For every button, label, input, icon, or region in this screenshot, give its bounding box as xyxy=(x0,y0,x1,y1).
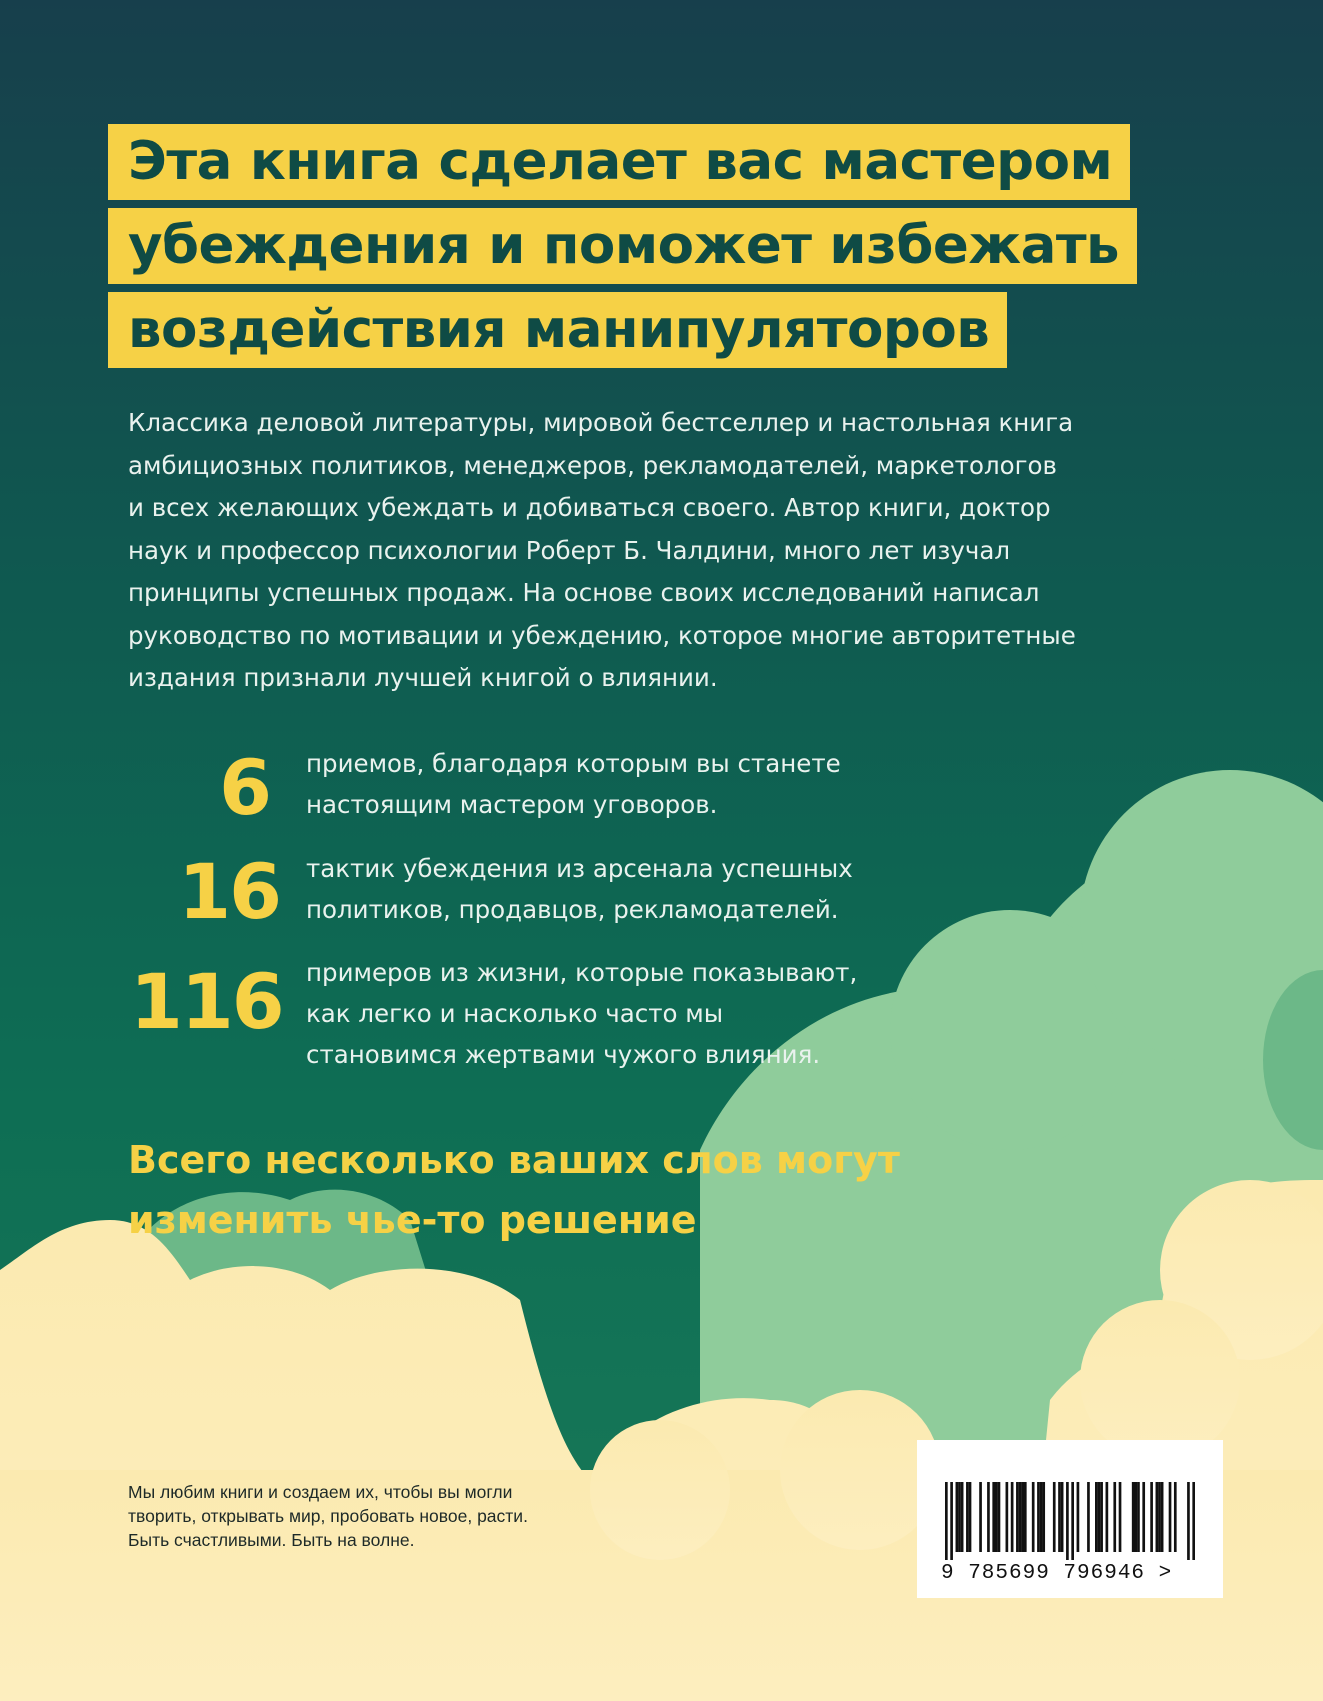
isbn-barcode xyxy=(917,1440,1223,1598)
barcode-bar xyxy=(1150,1482,1153,1552)
stat-text-line: как легко и насколько часто мы xyxy=(306,999,724,1028)
stat-text-16 xyxy=(306,848,853,930)
barcode-bar xyxy=(998,1482,1001,1552)
barcode-bar xyxy=(1071,1482,1074,1560)
barcode-bar xyxy=(969,1482,972,1552)
stat-text-line: примеров из жизни, которые показывают, xyxy=(306,958,858,987)
barcode-bar xyxy=(1042,1482,1045,1552)
description-line: Классика деловой литературы, мировой бестселлер и настольная книга xyxy=(128,408,1074,437)
barcode-bar xyxy=(1095,1482,1098,1552)
stat-text-line: политиков, продавцов, рекламодателей. xyxy=(306,895,839,924)
barcode-digits: 9 785699 796946 > xyxy=(941,1562,1173,1585)
barcode-bar xyxy=(956,1482,959,1552)
barcode-bar xyxy=(1169,1482,1172,1552)
barcode-bar xyxy=(966,1482,969,1552)
barcode-bar xyxy=(1032,1482,1035,1552)
barcode-bar xyxy=(1134,1482,1137,1552)
headline-line-1: Эта книга сделает вас мастером xyxy=(108,124,1130,200)
barcode-bar xyxy=(1192,1482,1195,1560)
description-line: и всех желающих убеждать и добиваться своего. Автор книги, доктор xyxy=(128,493,1051,522)
headline-line-3: воздействия манипуляторов xyxy=(108,292,1007,368)
barcode-bar xyxy=(1019,1482,1022,1552)
stat-text-line: тактик убеждения из арсенала успешных xyxy=(306,854,853,883)
barcode-bar xyxy=(1087,1482,1090,1552)
barcode-bar xyxy=(1156,1482,1159,1552)
stat-text-6 xyxy=(306,743,841,825)
barcode-bar xyxy=(1098,1482,1101,1552)
barcode-bars xyxy=(945,1482,1195,1560)
barcode-bar xyxy=(1077,1482,1080,1552)
barcode-bar xyxy=(1142,1482,1145,1552)
barcode-bar xyxy=(1174,1482,1177,1552)
tagline xyxy=(128,1130,900,1250)
barcode-bar xyxy=(1061,1482,1064,1552)
barcode-bar xyxy=(1158,1482,1161,1552)
barcode-bar xyxy=(1024,1482,1027,1552)
description-line: руководство по мотивации и убеждению, которое многие авторитетные xyxy=(128,620,1076,650)
barcode-bar xyxy=(995,1482,998,1552)
barcode-bar xyxy=(1053,1482,1056,1552)
barcode-bar xyxy=(950,1482,953,1560)
stat-text-line: приемов, благодаря которым вы станете xyxy=(306,749,841,778)
barcode-bar xyxy=(1011,1482,1014,1552)
publisher-note-line: Быть счастливыми. Быть на волне. xyxy=(128,1530,415,1550)
description-line: издания признали лучшей книгой о влиянии. xyxy=(128,663,718,692)
tagline-line: Всего несколько ваших слов могут xyxy=(128,1138,900,1182)
barcode-bar xyxy=(1137,1482,1140,1552)
publisher-note-line: Мы любим книги и создаем их, чтобы вы могли xyxy=(128,1482,513,1502)
barcode-bar xyxy=(945,1482,948,1560)
stat-text-116 xyxy=(306,952,857,1075)
description-line: принципы успешных продаж. На основе своих исследований написал xyxy=(128,578,1040,607)
stat-number-16: 16 xyxy=(178,847,280,936)
barcode-bar xyxy=(1021,1482,1024,1552)
stat-text-line: становимся жертвами чужого влияния. xyxy=(306,1040,821,1069)
barcode-bar xyxy=(1066,1482,1069,1560)
book-description xyxy=(128,402,1148,700)
barcode-bar xyxy=(1016,1482,1019,1552)
stat-text-line: настоящим мастером уговоров. xyxy=(306,790,718,819)
headline-line-2: убеждения и поможет избежать xyxy=(108,208,1137,284)
barcode-bar xyxy=(1100,1482,1103,1552)
barcode-bar xyxy=(958,1482,961,1552)
barcode-bar xyxy=(1113,1482,1116,1552)
description-line: наук и профессор психологии Роберт Б. Чалдини, много лет изучал xyxy=(128,535,1011,565)
description-line: амбициозных политиков, менеджеров, рекламодателей, маркетологов xyxy=(128,450,1057,480)
barcode-bar xyxy=(1106,1482,1109,1552)
stat-number-6: 6 xyxy=(219,743,270,832)
barcode-bar xyxy=(992,1482,995,1552)
barcode-bar xyxy=(1187,1482,1190,1560)
publisher-note xyxy=(128,1480,528,1552)
barcode-bar xyxy=(1006,1482,1009,1552)
tagline-line: изменить чье-то решение xyxy=(128,1198,697,1242)
barcode-bar xyxy=(961,1482,964,1552)
stat-number-116: 116 xyxy=(130,957,283,1046)
publisher-note-line: творить, открывать мир, пробовать новое, расти. xyxy=(128,1506,528,1526)
barcode-bar xyxy=(1040,1482,1043,1552)
barcode-bar xyxy=(1058,1482,1061,1552)
barcode-bar xyxy=(1161,1482,1164,1552)
barcode-bar xyxy=(1119,1482,1122,1552)
barcode-bar xyxy=(979,1482,982,1552)
barcode-bar xyxy=(987,1482,990,1552)
barcode-bar xyxy=(1132,1482,1135,1552)
barcode-bar xyxy=(1037,1482,1040,1552)
